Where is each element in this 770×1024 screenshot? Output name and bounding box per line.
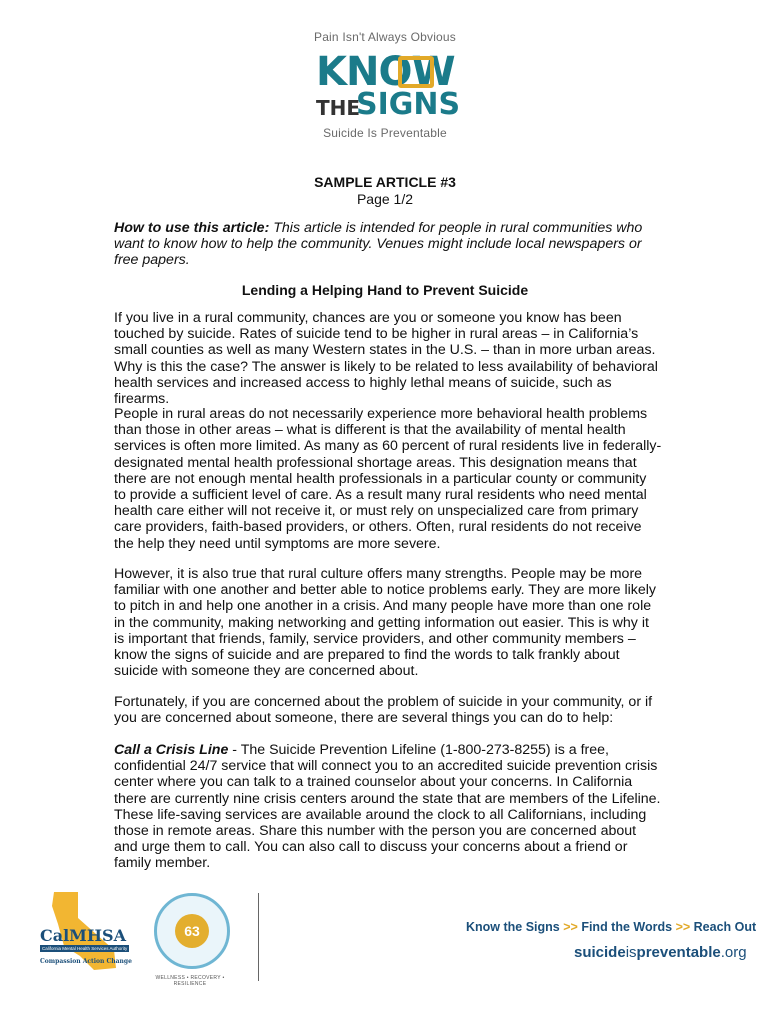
calmhsa-motto: Compassion Action Change xyxy=(40,958,132,965)
logo-word-know: KNOW xyxy=(316,49,455,95)
slogan-find-the-words: Find the Words xyxy=(581,920,673,934)
logo-word-the: THE xyxy=(316,96,361,120)
article-title: Lending a Helping Hand to Prevent Suicide xyxy=(241,282,529,298)
slogan-separator: >> xyxy=(563,920,578,934)
body-paragraph-4: Fortunately, if you are concerned about the problem of suicide in your community, or if you are concerned about someone, there are several things you can do to help: xyxy=(114,694,653,727)
calmhsa-logo xyxy=(34,888,144,978)
footer-divider xyxy=(258,893,259,981)
speech-bubble-icon xyxy=(398,56,434,88)
page-number: Page 1/2 xyxy=(356,191,414,207)
footer-url[interactable]: suicideispreventable.org xyxy=(574,944,747,961)
footer-slogan xyxy=(466,920,756,934)
slogan-separator: >> xyxy=(675,920,691,934)
know-the-signs-logo xyxy=(300,30,470,142)
intro-paragraph xyxy=(114,220,662,269)
body-paragraph-1: If you live in a rural community, chances are you or someone you know has been touched by suicide. Rates of suicide tend to be higher in rural areas – in California’s small counties as well as many Western states in the U.S. – than in more urban areas. Why is this the case? The answer is likely to be related to less availability of behavioral health services and increased access to highly lethal means of suicide, such as firearms. xyxy=(114,310,658,408)
logo-tagline-bottom: Suicide Is Preventable xyxy=(323,126,447,140)
intro-text: This article is intended for people in rural communities who want to know how to help the community. Venues might include local newspapers or free papers. xyxy=(114,220,643,269)
document-title: SAMPLE ARTICLE #3 xyxy=(314,174,456,190)
mhsa-seal xyxy=(154,893,230,969)
calmhsa-subtitle: California Mental Health Services Authority xyxy=(42,946,128,951)
intro-lead: How to use this article: xyxy=(114,220,270,236)
slogan-know-the-signs: Know the Signs xyxy=(466,920,560,934)
logo-word-signs: SIGNS xyxy=(356,87,461,122)
slogan-reach-out: Reach Out xyxy=(693,920,757,934)
crisis-line-lead: Call a Crisis Line xyxy=(114,742,229,758)
crisis-line-text: - The Suicide Prevention Lifeline (1-800-273-8255) is a free, confidential 24/7 service that will connect you to an accredited suicide prevention crisis center where you can talk to a trained counselor about your concerns. In California there are currently nine crisis centers around the state that are members of the Lifeline. These life-saving services are available around the clock to all Californians, including those in remote areas. Share this number with the person you are concerned about and urge them to call. You can also call to discuss your concerns about a friend or family member. xyxy=(114,742,661,872)
body-paragraph-3: However, it is also true that rural culture offers many strengths. People may be more familiar with one another and better able to notice problems early. They are more likely to pitch in and help one another in a crisis. And many people have more than one role in the community, making networking and getting information out easier. This is why it is important that friends, family, service providers, and other community members – know the signs of suicide and are prepared to find the words to talk frankly about suicide with someone they are concerned about. xyxy=(114,566,657,680)
logo-tagline-top: Pain Isn't Always Obvious xyxy=(313,30,457,44)
calmhsa-name: CalMHSA xyxy=(40,926,126,945)
crisis-line-paragraph xyxy=(114,742,662,872)
seal-number: 63 xyxy=(175,914,209,948)
seal-caption: WELLNESS • RECOVERY • RESILIENCE xyxy=(155,975,225,987)
body-paragraph-2: People in rural areas do not necessarily experience more behavioral health problems than those in other areas – what is different is that the availability of mental health services is often more limited. As many as 60 percent of rural residents live in federally-designated mental health professional shortage areas. This designation means that there are not enough mental health professionals in a particular county or community to provide a sufficient level of care. As a result many rural residents who need mental health care either will not receive it, or must rely on unspecialized care from primary care providers, faith-based providers, or others. Often, rural residents do not receive the help they need until symptoms are more severe. xyxy=(114,406,662,552)
